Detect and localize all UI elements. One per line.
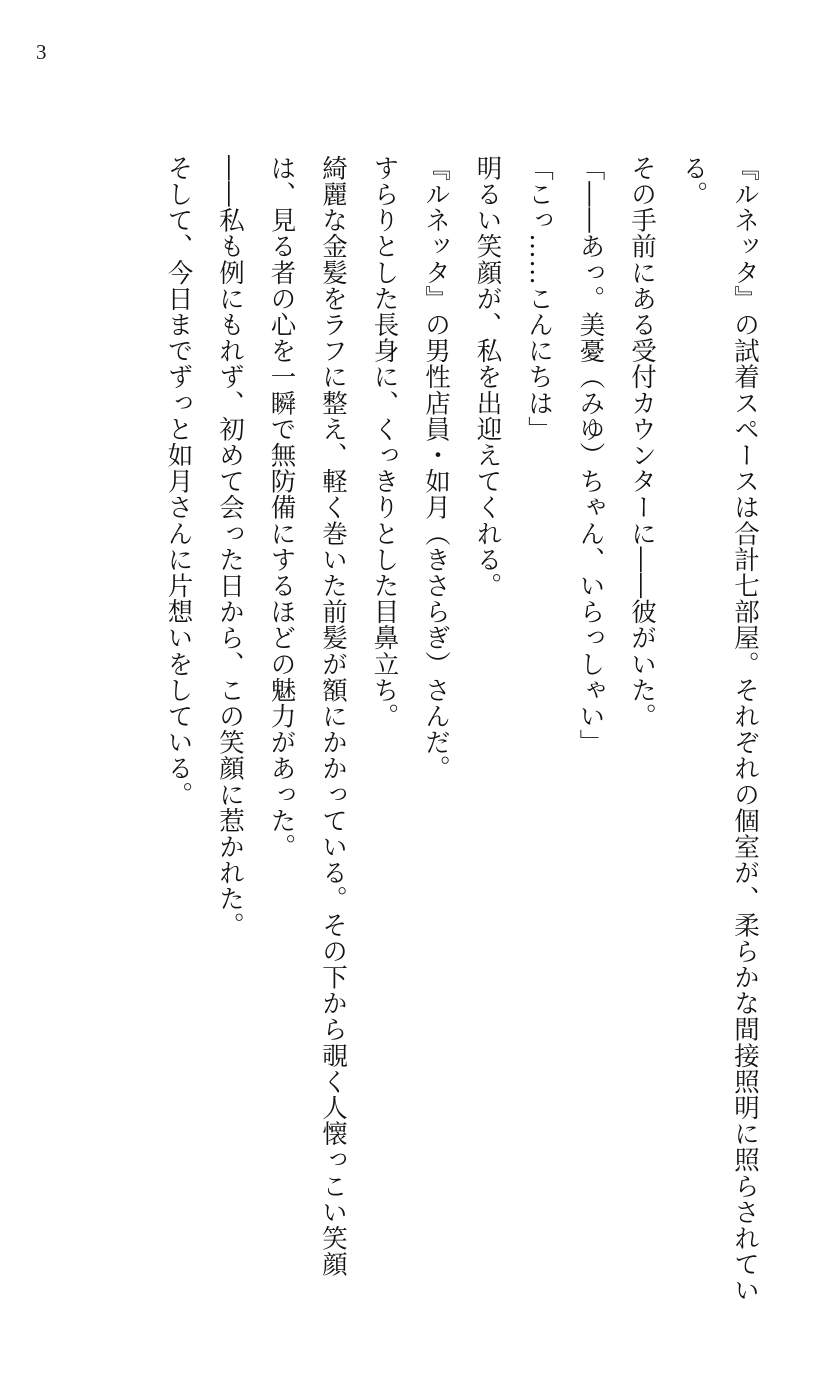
paragraph: ――私も例にもれず、初めて会った日から、この笑顔に惹かれた。 bbox=[215, 155, 245, 938]
paragraph: その手前にある受付カウンターに――彼がいた。 bbox=[627, 155, 657, 730]
paragraph: 「こっ……こんにちは」 bbox=[524, 155, 554, 443]
paragraph: 『ルネッタ』の男性店員・如月（きさらぎ）さんだ。 bbox=[421, 155, 451, 782]
paragraph: 明るい笑顔が、私を出迎えてくれる。 bbox=[472, 155, 503, 599]
paragraph: すらりとした長身に、くっきりとした目鼻立ち。 bbox=[369, 155, 400, 730]
paragraph: 綺麗な金髪をラフに整え、軽く巻いた前髪が額にかかっている。その下から覗く人懐っこい笑顔は、見る者の心を一瞬で無防備にするほどの魅力があった。 bbox=[266, 155, 348, 1278]
paragraph: そして、今日までずっと如月さんに片想いをしている。 bbox=[163, 155, 194, 808]
page-number: 3 bbox=[36, 40, 47, 64]
paragraph: 『ルネッタ』の試着スペースは合計七部屋。それぞれの個室が、柔らかな間接照明に照らされている。 bbox=[678, 155, 760, 1304]
novel-body-text bbox=[54, 155, 770, 1320]
paragraph: 「――あっ。美憂（みゆ）ちゃん、いらっしゃい」 bbox=[575, 155, 606, 756]
